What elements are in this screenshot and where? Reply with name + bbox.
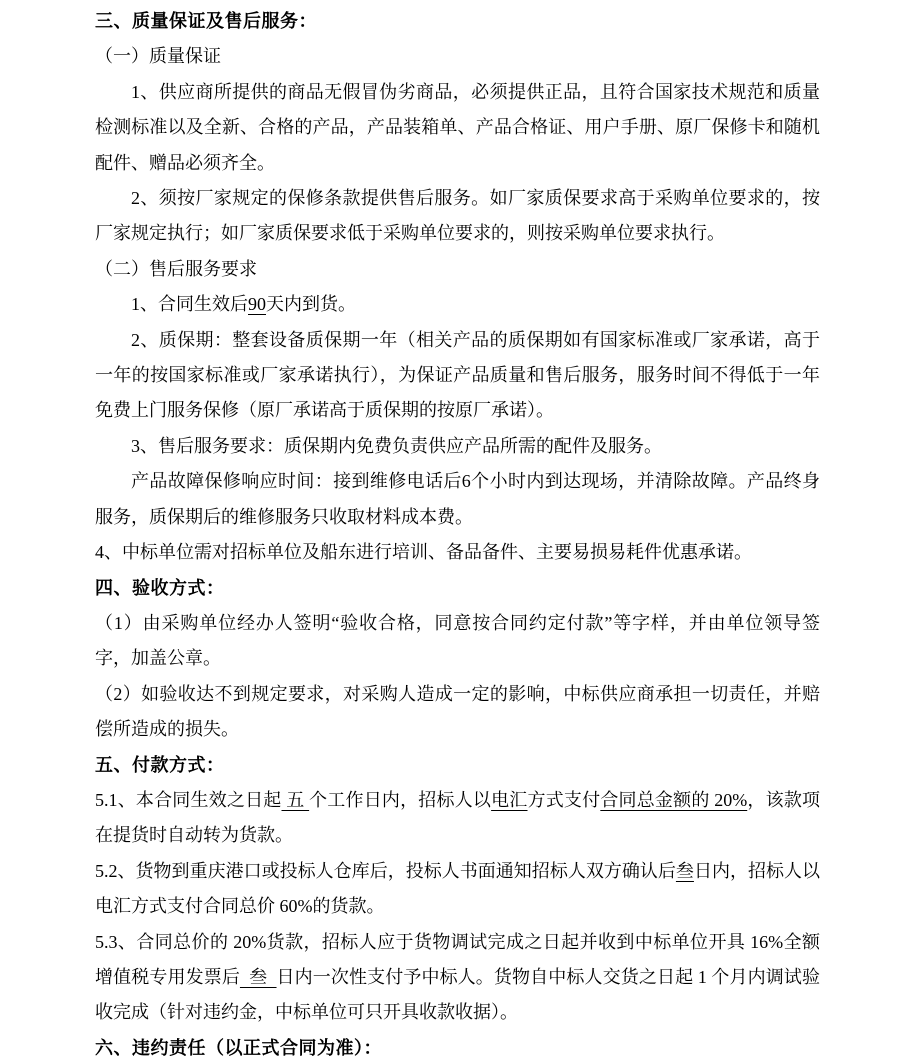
clause-service-response (95, 464, 820, 535)
text-run: 个工作日内，招标人以 (309, 789, 492, 810)
text-run: 六、违约责任（以正式合同为准）： (95, 1037, 382, 1057)
clause-service-1 (95, 287, 820, 322)
text-run: 3、售后服务要求：质保期内免费负责供应产品所需的配件及服务。 (131, 435, 662, 456)
text-run: 2、须按厂家规定的保修条款提供售后服务。如厂家质保要求高于采购单位要求的，按厂家规定执行；如厂家质保要求低于采购单位要求的，则按采购单位要求执行。 (95, 188, 820, 244)
text-run: 天内到货。 (266, 294, 356, 315)
text-run: 日内，招标人以电汇方式支付合同总价 60%的货款。 (95, 860, 821, 917)
clause-payment-5-3 (95, 925, 820, 1031)
underlined-text-run: 五 (281, 789, 310, 810)
underlined-text-run: 电汇 (491, 789, 528, 810)
text-run: 1、供应商所提供的商品无假冒伪劣商品，必须提供正品，且符合国家技术规范和质量检测标准以及全新、合格的产品，产品装箱单、产品合格证、用户手册、原厂保修卡和随机配件、赠品必须齐全。 (95, 81, 820, 173)
underlined-text-run: 合同总金额的 20% (600, 789, 748, 810)
underlined-text-run: 90 (248, 294, 266, 315)
clause-service-4 (95, 535, 820, 570)
section-heading-5 (95, 748, 820, 783)
text-run: 5.3、合同总价的 20%货款，招标人应于货物调试完成之日起并收到中标单位开具 16%全额增值税专用发票后 (95, 931, 820, 987)
text-run: 产品故障保修响应时间：接到维修电话后6个小时内到达现场，并清除故障。产品终身服务，质保期后的维修服务只收取材料成本费。 (95, 471, 820, 527)
subsection-heading-2 (95, 252, 820, 287)
text-run: ，该款项在提货时自动转为货款。 (95, 789, 821, 846)
clause-payment-5-2 (95, 854, 820, 925)
section-heading-6 (95, 1031, 820, 1057)
text-run: （2）如验收达不到规定要求，对采购人造成一定的影响，中标供应商承担一切责任，并赔偿所造成的损失。 (95, 683, 820, 740)
text-run: 四、验收方式： (95, 577, 225, 598)
text-run: 五、付款方式： (95, 754, 225, 775)
text-run: 5.1、本合同生效之日起 (95, 789, 282, 810)
underlined-text-run: 叁 (675, 860, 694, 881)
text-run: （一）质量保证 (95, 46, 221, 67)
clause-service-2 (95, 323, 820, 429)
text-run: 4、中标单位需对招标单位及船东进行培训、备品备件、主要易损易耗件优惠承诺。 (95, 542, 752, 563)
clause-acceptance-2 (95, 677, 820, 748)
clause-payment-5-1 (95, 783, 820, 854)
text-run: 2、质保期：整套设备质保期一年（相关产品的质保期如有国家标准或厂家承诺，高于一年的按国家标准或厂家承诺执行），为保证产品质量和售后服务，服务时间不得低于一年免费上门服务保修（原厂承诺高于质保期的按原厂承诺）。 (95, 329, 820, 421)
contract-body (95, 4, 820, 1057)
section-heading-3 (95, 4, 820, 39)
clause-quality-2 (95, 181, 820, 252)
subsection-heading-1 (95, 39, 820, 74)
text-run: 1、合同生效后 (131, 294, 248, 315)
text-run: （二）售后服务要求 (95, 258, 257, 279)
clause-acceptance-1 (95, 606, 820, 677)
text-run: 方式支付 (527, 789, 601, 810)
clause-quality-1 (95, 75, 820, 181)
text-run: 5.2、货物到重庆港口或投标人仓库后，投标人书面通知招标人双方确认后 (95, 860, 676, 881)
section-heading-4 (95, 571, 820, 606)
text-run: 日内一次性支付予中标人。货物自中标人交货之日起 1 个月内调试验收完成（针对违约金，中标单位可只开具收款收据）。 (95, 966, 821, 1023)
text-run: （1）由采购单位经办人签明“验收合格，同意按合同约定付款”等字样，并由单位领导签字，加盖公章。 (95, 612, 820, 669)
underlined-text-run: 叁 (239, 966, 277, 987)
clause-service-3 (95, 429, 820, 464)
text-run: 三、质量保证及售后服务： (95, 11, 317, 31)
